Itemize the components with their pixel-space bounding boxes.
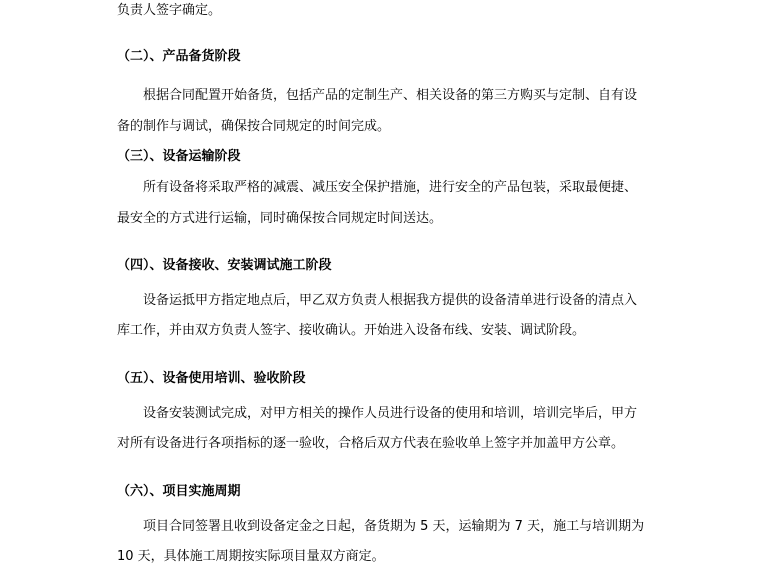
section-3-heading: （三）、设备运输阶段 xyxy=(117,149,241,164)
section-3-paragraph-line-2: 最安全的方式进行运输，同时确保按合同规定时间送达。 xyxy=(117,211,443,226)
section-2-paragraph-line-2: 备的制作与调试，确保按合同规定的时间完成。 xyxy=(117,119,391,134)
section-6-paragraph-line-1: 项目合同签署且收到设备定金之日起，备货期为 5 天，运输期为 7 天，施工与培训期为 xyxy=(143,519,645,534)
section-4-heading: （四）、设备接收、安装调试施工阶段 xyxy=(117,258,332,273)
section-5-paragraph-line-2: 对所有设备进行各项指标的逐一验收，合格后双方代表在验收单上签字并加盖甲方公章。 xyxy=(117,436,625,451)
section-4-paragraph-line-2: 库工作，并由双方负责人签字、接收确认。开始进入设备布线、安装、调试阶段。 xyxy=(117,323,586,338)
section-2-heading: （二）、产品备货阶段 xyxy=(117,49,241,64)
section-6-heading: （六）、项目实施周期 xyxy=(117,484,241,499)
section-2-paragraph-line-1: 根据合同配置开始备货，包括产品的定制生产、相关设备的第三方购买与定制、自有设 xyxy=(143,88,638,103)
section-3-paragraph-line-1: 所有设备将采取严格的减震、减压安全保护措施，进行安全的产品包装，采取最便捷、 xyxy=(143,180,638,195)
section-5-paragraph-line-1: 设备安装测试完成，对甲方相关的操作人员进行设备的使用和培训，培训完毕后，甲方 xyxy=(143,406,638,421)
section-4-paragraph-line-1: 设备运抵甲方指定地点后，甲乙双方负责人根据我方提供的设备清单进行设备的清点入 xyxy=(143,293,638,308)
section-5-heading: （五）、设备使用培训、验收阶段 xyxy=(117,371,306,386)
intro-tail-text: 负责人签字确定。 xyxy=(117,3,222,18)
section-6-paragraph-line-2: 10 天，具体施工周期按实际项目量双方商定。 xyxy=(117,549,385,564)
